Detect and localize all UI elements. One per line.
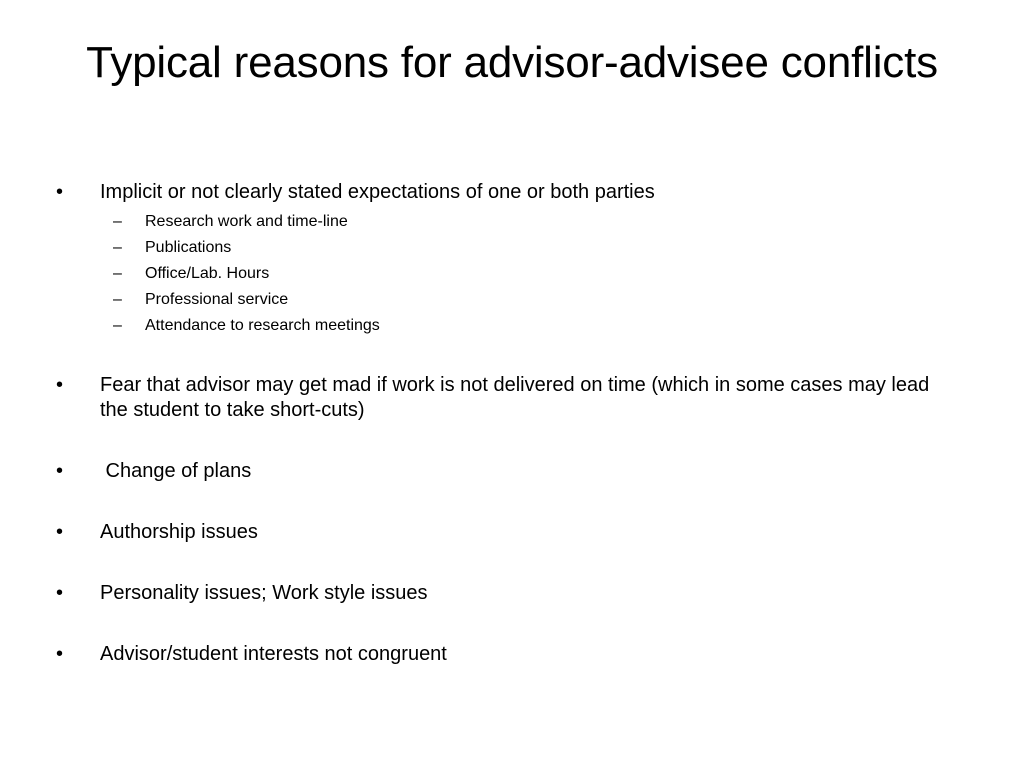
bullet-text: Implicit or not clearly stated expectations of one or both parties — [100, 181, 655, 203]
sub-bullet-item — [100, 287, 956, 313]
dash-icon: – — [113, 265, 122, 282]
sub-bullet-list — [100, 209, 956, 339]
sub-bullet-text: Research work and time-line — [145, 213, 348, 230]
dash-icon: – — [113, 317, 122, 334]
bullet-item — [56, 581, 956, 606]
dash-icon: – — [113, 291, 122, 308]
dash-icon: – — [113, 239, 122, 256]
bullet-text: Fear that advisor may get mad if work is not delivered on time (which in some cases may lead the student to take short-cuts) — [100, 374, 930, 421]
bullet-icon: • — [56, 181, 64, 203]
sub-bullet-item — [100, 261, 956, 287]
bullet-icon: • — [56, 374, 64, 396]
dash-icon: – — [113, 213, 122, 230]
bullet-item — [56, 520, 956, 545]
bullet-item — [56, 459, 956, 484]
bullet-item — [56, 373, 956, 423]
bullet-icon: • — [56, 643, 64, 665]
bullet-icon: • — [56, 521, 64, 543]
bullet-text: Authorship issues — [100, 521, 258, 543]
sub-bullet-text: Office/Lab. Hours — [145, 265, 270, 282]
sub-bullet-text: Publications — [145, 239, 232, 256]
bullet-icon: • — [56, 582, 64, 604]
sub-bullet-item — [100, 313, 956, 339]
sub-bullet-item — [100, 235, 956, 261]
sub-bullet-item — [100, 209, 956, 235]
bullet-text: Personality issues; Work style issues — [100, 582, 428, 604]
sub-bullet-text: Professional service — [145, 291, 289, 308]
bullet-text: Advisor/student interests not congruent — [100, 643, 447, 665]
bullet-item — [56, 180, 956, 339]
bullet-list — [56, 180, 956, 667]
bullet-icon: • — [56, 460, 64, 482]
bullet-item — [56, 642, 956, 667]
bullet-text: Change of plans — [100, 460, 252, 482]
sub-bullet-text: Attendance to research meetings — [145, 317, 380, 334]
slide-title: Typical reasons for advisor-advisee conflicts — [86, 38, 938, 87]
